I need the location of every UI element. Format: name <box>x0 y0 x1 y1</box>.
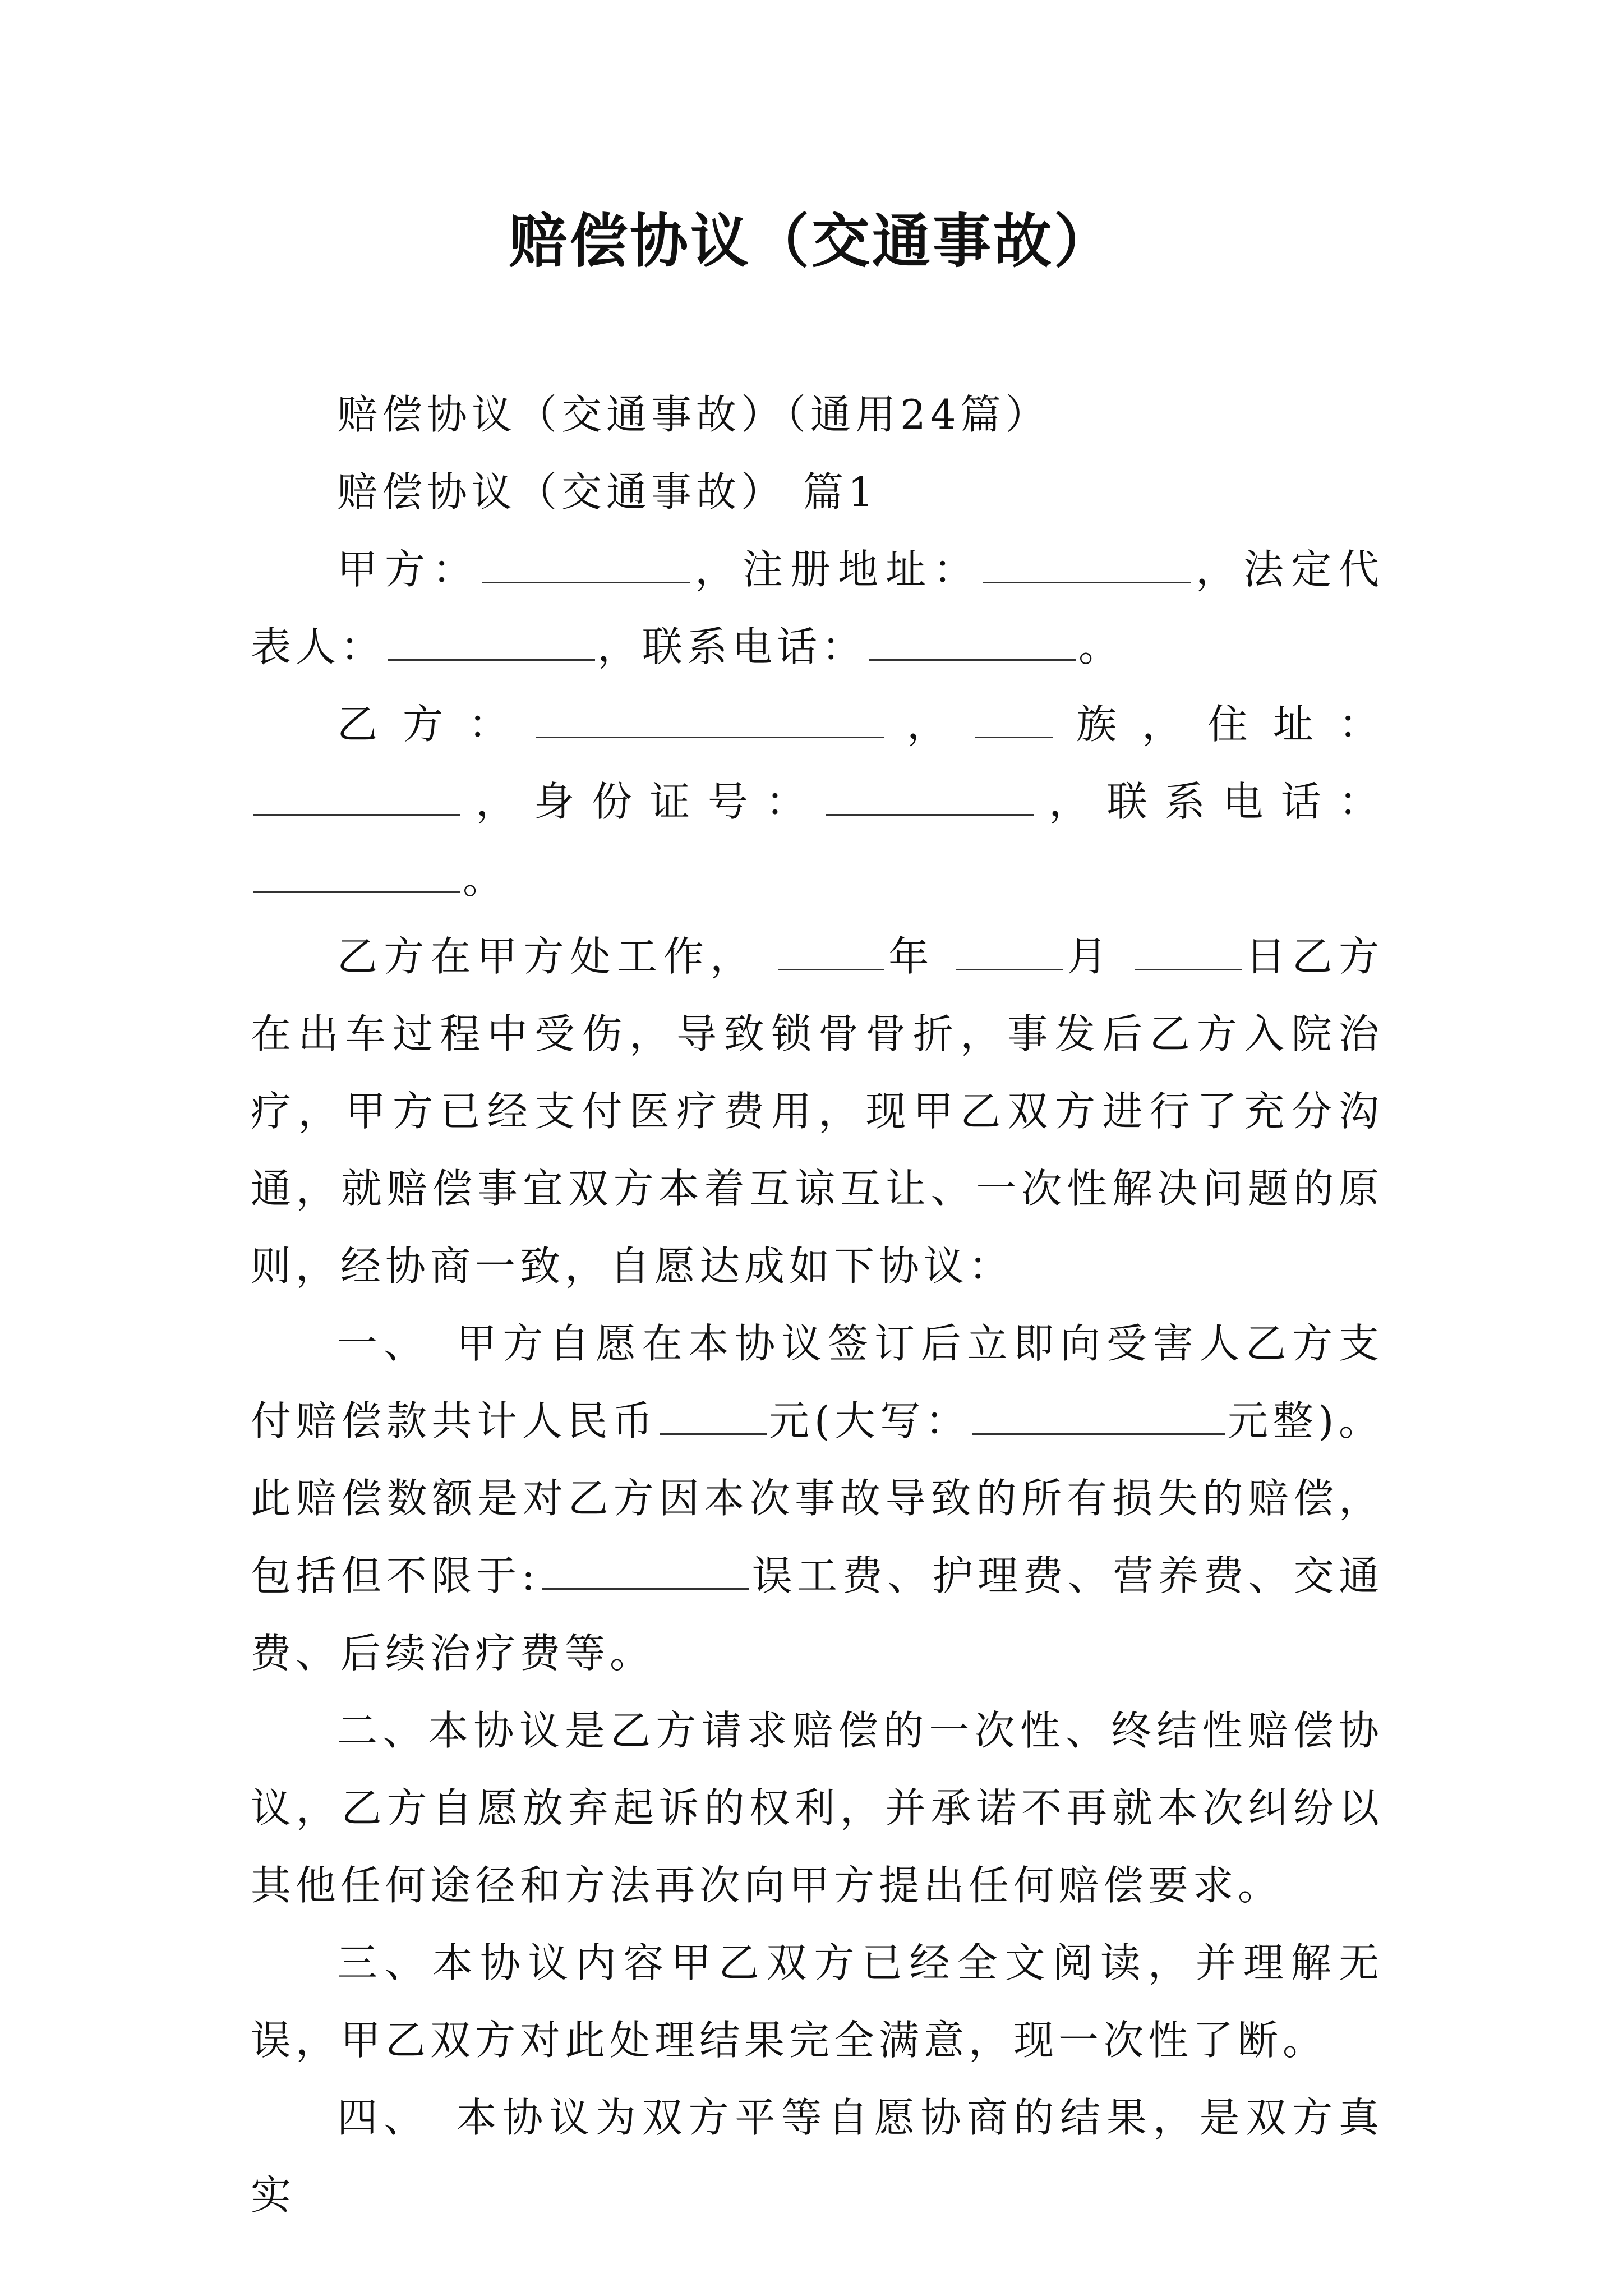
item-4-paragraph: 四、 本协议为双方平等自愿协商的结果，是双方真实 <box>251 2094 1384 2219</box>
day-blank <box>1135 936 1242 970</box>
item-2-paragraph: 二、本协议是乙方请求赔偿的一次性、终结性赔偿协议，乙方自愿放弃起诉的权利，并承诺不再就本次纠纷以其他任何途径和方法再次向甲方提出任何赔偿要求。 <box>251 1707 1384 1909</box>
party-a-rep-label: ，法定代表人： <box>251 546 1384 670</box>
party-a-phone-blank <box>869 627 1076 661</box>
party-a-name-blank <box>482 549 690 583</box>
party-b-phone-blank <box>253 859 460 893</box>
month-label: 月 <box>1065 933 1114 980</box>
party-b-address-blank <box>253 781 460 816</box>
party-b-id-label: ，身份证号： <box>463 778 824 825</box>
intro-text-1: 乙方在甲方处工作， <box>337 933 757 980</box>
year-blank <box>778 936 884 970</box>
party-b-name-blank <box>536 704 884 738</box>
month-blank <box>956 936 1063 970</box>
party-a-end: 。 <box>1078 623 1124 670</box>
party-a-label: 甲方： <box>337 546 480 593</box>
item-3-paragraph: 三、本协议内容甲乙双方已经全文阅读，并理解无误，甲乙双方对此处理结果完全满意，现一次性了断。 <box>251 1939 1384 2064</box>
items-blank <box>542 1556 749 1590</box>
item-1-text-b: 元(大写： <box>768 1397 971 1444</box>
party-b-end: 。 <box>463 855 508 903</box>
party-a-phone-label: ，联系电话： <box>597 623 867 670</box>
party-b-ethnic-blank <box>975 704 1053 738</box>
item-1-text-c: 元整)。此赔偿数额是对乙方因本次事故导致的所有损失的赔偿，包括但不限于: <box>251 1397 1384 1599</box>
party-b-phone-label: ，联系电话： <box>1035 778 1384 825</box>
party-b-label: 乙方： <box>337 701 534 748</box>
party-b-id-blank <box>826 781 1034 816</box>
section-heading: 赔偿协议（交通事故） 篇1 <box>337 468 878 516</box>
document-body <box>251 376 1384 2234</box>
subtitle: 赔偿协议（交通事故）（通用24篇） <box>337 391 1050 438</box>
party-b-ethnic-label: 族，住址： <box>1055 701 1384 748</box>
party-a-paragraph <box>251 531 1384 685</box>
intro-text-2: 日乙方在出车过程中受伤，导致锁骨骨折，事发后乙方入院治疗，甲方已经支付医疗费用，现甲乙双方进行了充分沟通，就赔偿事宜双方本着互谅互让、一次性解决问题的原则，经协商一致，自愿达成如下协议： <box>251 933 1384 1290</box>
party-a-rep-blank <box>388 627 595 661</box>
intro-paragraph <box>251 918 1384 1305</box>
party-b-paragraph: 乙方： ， 族，住址：，身份证号： ，联系电话：。 <box>251 685 1384 918</box>
document-title: 赔偿协议（交通事故） <box>508 206 1114 275</box>
item-1-paragraph <box>251 1305 1384 1692</box>
amount-words-blank <box>972 1401 1225 1435</box>
item-1-text-d: 误工费、护理费、营养费、交通费、后续治疗费等。 <box>251 1552 1384 1677</box>
party-a-address-blank <box>983 549 1191 583</box>
item-1-text-a: 一、 甲方自愿在本协议签订后立即向受害人乙方支付赔偿款共计人民币 <box>251 1320 1384 1444</box>
year-label: 年 <box>887 933 935 980</box>
amount-blank <box>660 1401 767 1435</box>
party-a-address-label: ，注册地址： <box>692 546 981 593</box>
